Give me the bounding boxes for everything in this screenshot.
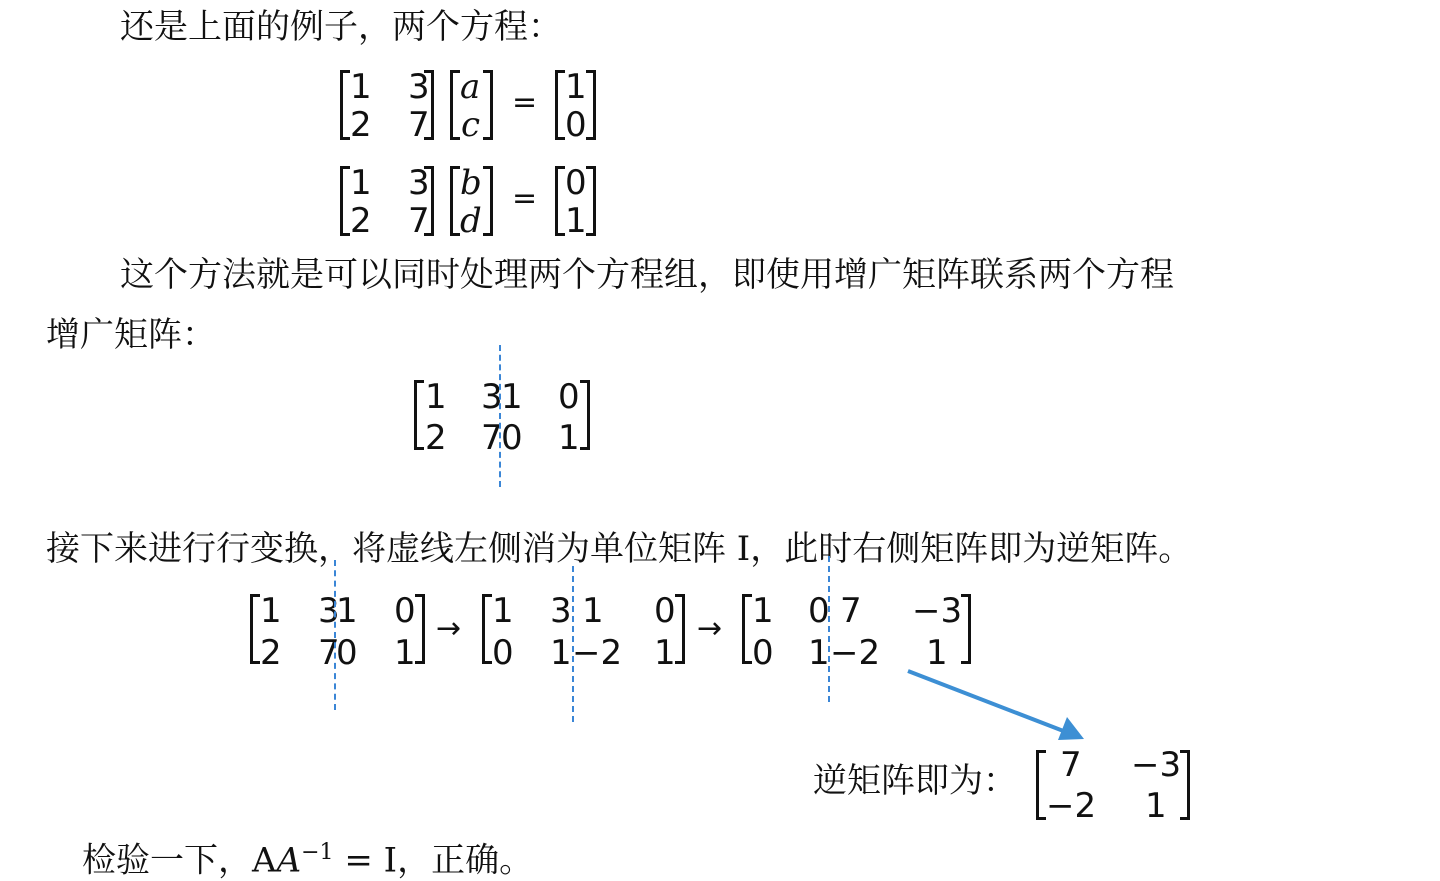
matrix-cell: 0 <box>752 633 774 673</box>
matrix-cell: 7 <box>840 591 862 631</box>
check-suffix: = I，正确。 <box>333 840 534 881</box>
matrix-cell: 1 <box>425 377 447 417</box>
matrix-cell: 2 <box>425 418 447 458</box>
check-prefix: 检验一下，A <box>82 840 277 881</box>
check-exponent: −1 <box>301 840 334 865</box>
arrow-right-icon: → <box>697 611 723 646</box>
matrix-cell: 0 <box>558 377 580 417</box>
matrix-cell: 1 <box>654 633 676 673</box>
matrix-cell: 1 <box>501 377 523 417</box>
matrix-cell: 3 <box>481 377 503 417</box>
matrix-cell: 3 <box>408 163 430 203</box>
matrix-cell: −2 <box>1046 786 1097 826</box>
matrix-cell: 2 <box>260 633 282 673</box>
equals-sign: = <box>512 181 538 216</box>
matrix-cell: 1 <box>492 591 514 631</box>
matrix-cell: 1 <box>808 633 830 673</box>
variable: a <box>460 67 481 107</box>
matrix-cell: 1 <box>1145 786 1167 826</box>
equals-sign: = <box>512 85 538 120</box>
matrix-cell: −3 <box>1131 745 1182 785</box>
method-line: 这个方法就是可以同时处理两个方程组，即使用增广矩阵联系两个方程 <box>120 255 1174 295</box>
matrix-cell: 0 <box>501 418 523 458</box>
matrix-cell: 2 <box>350 201 372 241</box>
augmented-label: 增广矩阵： <box>46 315 216 355</box>
matrix-cell: 2 <box>350 105 372 145</box>
matrix-cell: 7 <box>408 201 430 241</box>
matrix-cell: 1 <box>565 201 587 241</box>
matrix-cell: 7 <box>1060 745 1082 785</box>
check-line <box>82 840 534 881</box>
matrix-cell: 7 <box>481 418 503 458</box>
matrix-cell: −2 <box>830 633 881 673</box>
matrix-cell: 1 <box>926 633 948 673</box>
inverse-label: 逆矩阵即为： <box>813 761 1017 801</box>
matrix-cell: −3 <box>912 591 963 631</box>
matrix-cell: 0 <box>492 633 514 673</box>
matrix-cell: −2 <box>572 633 623 673</box>
matrix-cell: 1 <box>550 633 572 673</box>
matrix-cell: 1 <box>260 591 282 631</box>
matrix-cell: 1 <box>350 67 372 107</box>
matrix-cell: 1 <box>752 591 774 631</box>
check-matrix-A: A <box>276 840 302 881</box>
arrow-right-icon: → <box>436 611 462 646</box>
transform-line: 接下来进行行变换，将虚线左侧消为单位矩阵 I，此时右侧矩阵即为逆矩阵。 <box>46 529 1193 569</box>
matrix-cell: 1 <box>350 163 372 203</box>
matrix-cell: 0 <box>565 163 587 203</box>
matrix-cell: 1 <box>336 591 358 631</box>
matrix-cell: 0 <box>394 591 416 631</box>
matrix-cell: 7 <box>408 105 430 145</box>
matrix-cell: 7 <box>318 633 340 673</box>
matrix-cell: 1 <box>394 633 416 673</box>
variable: b <box>460 163 482 203</box>
matrix-cell: 1 <box>558 418 580 458</box>
matrix-cell: 0 <box>654 591 676 631</box>
variable: c <box>461 105 481 145</box>
bracket-right <box>1180 750 1190 820</box>
bracket-left <box>1036 750 1046 820</box>
matrix-cell: 1 <box>582 591 604 631</box>
matrix-cell: 0 <box>336 633 358 673</box>
matrix-cell: 3 <box>318 591 340 631</box>
intro-line: 还是上面的例子，两个方程： <box>120 7 562 47</box>
matrix-cell: 0 <box>808 591 830 631</box>
matrix-cell: 3 <box>408 67 430 107</box>
variable: d <box>460 201 482 241</box>
matrix-cell: 0 <box>565 105 587 145</box>
matrix-cell: 3 <box>550 591 572 631</box>
matrix-cell: 1 <box>565 67 587 107</box>
